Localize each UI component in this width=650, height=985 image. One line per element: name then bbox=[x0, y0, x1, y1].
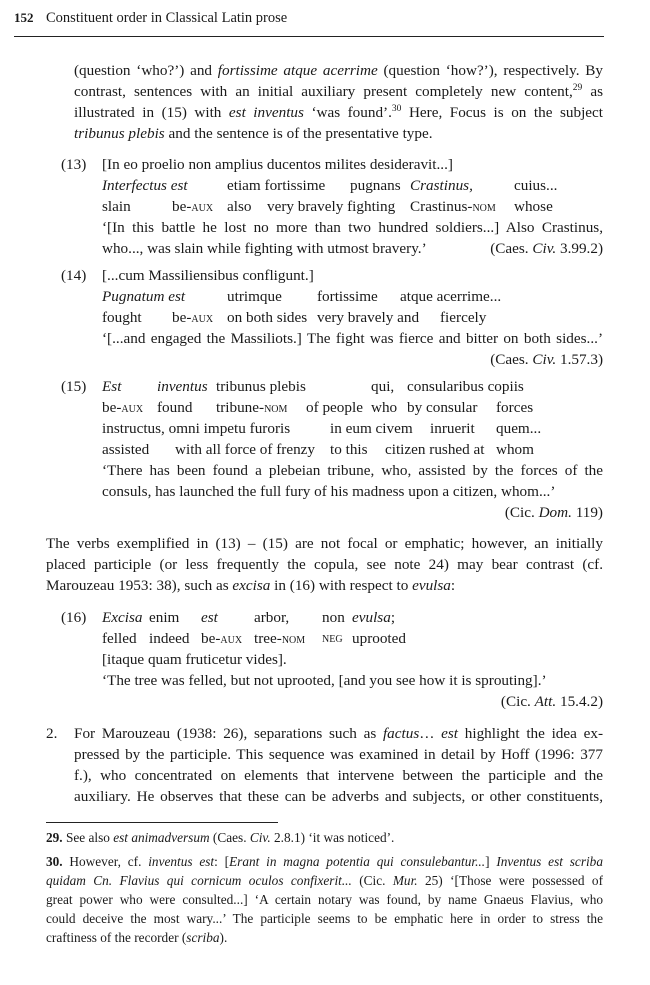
item-2-line-3: f.), who concentrated on elements that intervene between the participle and the bbox=[74, 767, 603, 784]
example-15-gloss-2: assisted with all force of frenzy to this citizen rushed at whom bbox=[102, 441, 534, 458]
example-16-latin-2: [itaque quam fruticetur vides]. bbox=[102, 651, 287, 668]
example-16-number: (16) bbox=[61, 609, 87, 626]
example-14-context: [...cum Massiliensibus confligunt.] bbox=[102, 267, 314, 284]
paragraph-line-2: placed participle (or less frequently the copula, see note 24) may bear contrast (cf. bbox=[46, 556, 603, 573]
footnote-30-line-4: could deceive the most wary...’ The participle seems to be emphatic here in order to stress the bbox=[46, 911, 603, 926]
intro-line-3: illustrated in (15) with est inventus ‘was found’.$^{30}$ Here, Focus is on the subject bbox=[74, 104, 603, 121]
running-title: Constituent order in Classical Latin prose bbox=[46, 10, 288, 26]
example-16-translation: ‘The tree was felled, but not uprooted, [and you see how it is sprouting].’ bbox=[102, 672, 547, 689]
example-15-gloss-1: be-aux found tribune-nom of people who by consular forces bbox=[102, 399, 534, 416]
example-13-latin: Interfectus est etiam fortissime pugnans Crastinus, cuius... bbox=[102, 177, 558, 194]
page-number: 152 bbox=[14, 10, 34, 25]
example-14-latin: Pugnatum est utrimque fortissime atque acerrime... bbox=[102, 288, 502, 305]
example-15-latin-2: instructus, omni impetu furoris in eum civem inruerit quem... bbox=[102, 420, 542, 437]
footnote-30-line-1: 30. However, cf. inventus est: [Erant in magna potentia qui consulebantur...] Inventus est scriba bbox=[46, 854, 603, 869]
example-15-number: (15) bbox=[61, 378, 87, 395]
intro-line-2: contrast, sentences with an initial auxiliary present completely new content,$^{29}$ as bbox=[74, 83, 603, 100]
footnote-ref-30: 30 bbox=[391, 104, 402, 114]
footnote-30-line-2: quidam Cn. Flavius qui cornicum oculos confixerit... (Cic. Mur. 25) ‘[Those were possessed of bbox=[46, 873, 603, 888]
paragraph-line-1: The verbs exemplified in (13) – (15) are not focal or emphatic; however, an initially bbox=[46, 535, 603, 552]
example-16-latin: Excisa enim est arbor, non evulsa; bbox=[102, 609, 396, 626]
example-15-source: (Cic. Dom. 119) bbox=[504, 504, 603, 521]
example-13-context: [In eo proelio non amplius ducentos milites desideravit...] bbox=[102, 156, 453, 173]
intro-line-4: tribunus plebis and the sentence is of the presentative type. bbox=[74, 125, 433, 142]
example-14-gloss: fought be-aux on both sides very bravely and fiercely bbox=[102, 309, 487, 326]
example-14-number: (14) bbox=[61, 267, 87, 284]
footnote-30-line-3: great power who were consulted...] ‘A certain notary was found, by name Gnaeus Flavius, who bbox=[46, 892, 603, 907]
paragraph-line-3: Marouzeau 1953: 38), such as excisa in (16) with respect to evulsa: bbox=[46, 577, 456, 594]
example-13-number: (13) bbox=[61, 156, 87, 173]
item-2-line-4: auxiliary. He observes that these can be adverbs and subjects, or other constituents, bbox=[74, 788, 603, 805]
footnote-rule bbox=[46, 822, 278, 823]
example-15-translation-1: ‘There has been found a plebeian tribune, who, assisted by the forces of the bbox=[102, 462, 603, 479]
item-2-line-1: For Marouzeau (1938: 26), separations such as factus… est highlight the idea ex- bbox=[74, 725, 603, 742]
example-13-source: (Caes. Civ. 3.99.2) bbox=[490, 240, 603, 257]
item-2-line-2: pressed by the participle. This sequence was examined in detail by Hoff (1996: 377 bbox=[74, 746, 603, 763]
footnote-30-line-5: craftiness of the recorder (scriba). bbox=[46, 930, 228, 945]
footnote-ref-29: 29 bbox=[572, 83, 583, 93]
example-14-translation: ‘[...and engaged the Massiliots.] The fight was fierce and bitter on both sides...’ bbox=[102, 330, 603, 347]
example-15-translation-2: consuls, has launched the full fury of his madness upon a citizen, whom...’ bbox=[102, 483, 556, 500]
example-15-latin-1: Est inventus tribunus plebis qui, consularibus copiis bbox=[102, 378, 524, 395]
example-14-source: (Caes. Civ. 1.57.3) bbox=[490, 351, 603, 368]
example-16-source: (Cic. Att. 15.4.2) bbox=[500, 693, 603, 710]
intro-line-1: (question ‘who?’) and fortissime atque acerrime (question ‘how?’), respectively. By bbox=[74, 62, 603, 79]
item-2-number: 2. bbox=[46, 725, 58, 742]
example-13-translation-1: ‘[In this battle he lost no more than two hundred soldiers...] Also Crastinus, bbox=[102, 219, 603, 236]
example-13-translation-2: who..., was slain while fighting with utmost bravery.’ bbox=[102, 240, 427, 257]
running-header bbox=[14, 10, 604, 37]
footnote-29: 29. See also est animadversum (Caes. Civ. 2.8.1) ‘it was noticed’. bbox=[46, 830, 395, 845]
example-13-gloss: slain be-aux also very bravely fighting Crastinus-nom whose bbox=[102, 198, 553, 215]
example-16-gloss: felled indeed be-aux tree-nom neg uprooted bbox=[102, 630, 406, 647]
